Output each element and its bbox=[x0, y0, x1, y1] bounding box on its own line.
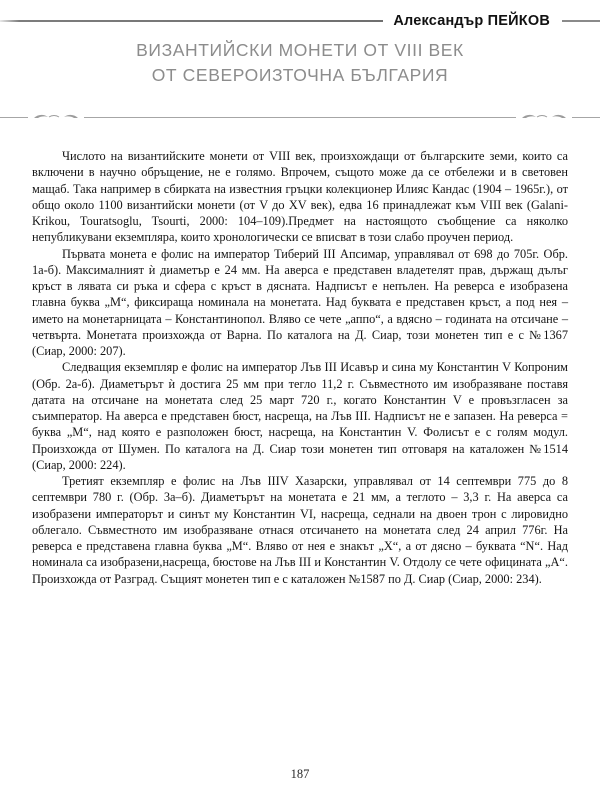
running-head bbox=[0, 8, 600, 34]
body-paragraph: Следващия екземпляр е фолис на император Лъв III Исавър и сина му Константин V Копроним (Обр. 2а-б). Диаметърът ѝ достига 25 мм при тегло 11,2 г. Съвместното им изобразяване поставя датата на отсичане на монетата след 25 март 720 г., когато Константин V е провъзгласен за съимператор. На аверса е представен бюст, насреща, на Лъв III. Надписът не е запазен. На реверса = буква „М“, над която е разположен бюст, насреща, на Константин V. Фолисът е с голям модул. Произхожда от Шумен. По каталога на Д. Сиар този монетен тип отговаря на каталожен №1514 (Сиар, 2000: 224). bbox=[32, 360, 568, 472]
ornamental-divider bbox=[0, 110, 600, 124]
page-number: 187 bbox=[290, 767, 310, 781]
author-name: Александър ПЕЙКОВ bbox=[393, 13, 550, 29]
horizontal-rule-icon bbox=[0, 20, 383, 22]
article-body bbox=[32, 148, 568, 587]
leaf-flourish-ornament-icon bbox=[520, 111, 568, 123]
page-title-line-2: ОТ СЕВЕРОИЗТОЧНА БЪЛГАРИЯ bbox=[151, 64, 449, 85]
body-paragraph: Първата монета е фолис на император Тиберий III Апсимар, управлявал от 698 до 705г. Обр. 1а-б). Максималният ѝ диаметър е 24 мм. На аверса е представен владетелят прав, държащ дълъг кръст в лявата си ръка и сфера с кръст в дясната. Надписът е непълен. На реверса е изобразена главна буква „М“, фиксираща номинала на монетата. Над буквата е представен кръст, а под нея – името на монетарницата – Константинопол. Вляво се чете „аппо“, а вдясно – годината на отсичане – четвърта. Монетата произхожда от Варна. По каталога на Д. Сиар, този монетен тип е с №1367 (Сиар, 2000: 207). bbox=[32, 246, 568, 358]
body-paragraph: Третият екземпляр е фолис на Лъв IIIV Хазарски, управлявал от 14 септември 775 до 8 септември 780 г. (Обр. 3а–б). Диаметърът на монетата е 21 мм, а теглото – 3,3 г. На аверса са изобразени императорът и синът му Константин VI, насреща, седнали на двоен трон с лировидно облегало. Съвместното им изобразяване отнася отсичането на монетата след 24 април 776г. На реверса е представена главна буква „М“. Вляво от нея е знакът „Х“, а от дясно – буквата “N“. Над номинала са изобразени,насреща, бюстове на Лъв III и Константин V. Отдолу се чете официната „А“. Произхожда от Разград. Същият монетен тип е с каталожен №1587 по Д. Сиар (Сиар, 2000: 234). bbox=[32, 474, 568, 586]
body-paragraph: Числото на византийските монети от VIII век, произхождащи от българските земи, които са включени в научно обръщение, не е голямо. Впрочем, същото може да се отбележи и в световен мащаб. Така например в сбирката на известния гръцки колекционер Илияс Кандас (1904 – 1965г.), от общо около 1100 византийски монети (от V до XV век), едва 16 принадлежат към VIII век (Galani-Krikou, Touratsoglu, Tsourti, 2000: 104–109).Предмет на настоящото съобщение са няколко непубликувани екземпляра, които хронологически се вписват в този слабо проучен период. bbox=[32, 149, 568, 245]
divider-rule-right bbox=[572, 117, 600, 118]
page-title-line-1: ВИЗАНТИЙСКИ МОНЕТИ ОТ VIII ВЕК bbox=[136, 40, 464, 60]
leaf-flourish-ornament-icon bbox=[32, 111, 80, 123]
divider-rule-left bbox=[0, 117, 28, 118]
page-title bbox=[0, 38, 600, 88]
horizontal-rule-icon bbox=[562, 20, 600, 22]
divider-rule-middle bbox=[84, 117, 516, 118]
